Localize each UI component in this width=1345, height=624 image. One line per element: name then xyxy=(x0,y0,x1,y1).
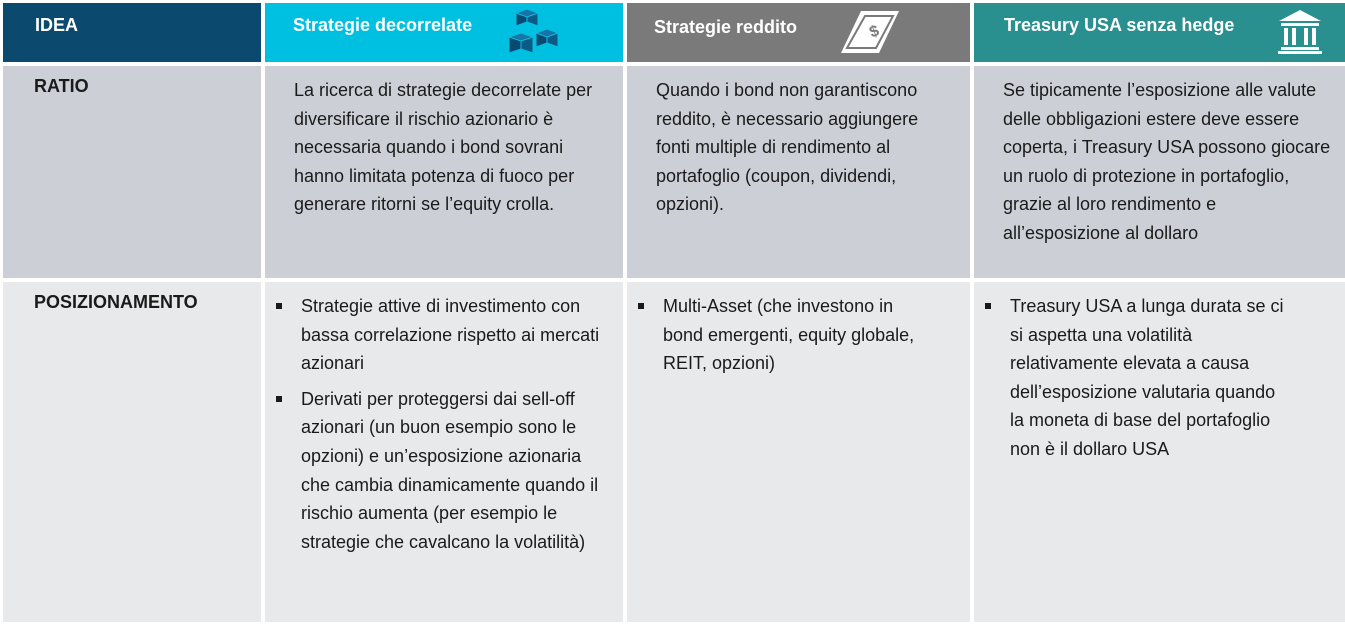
posizionamento-label: POSIZIONAMENTO xyxy=(34,292,198,312)
posizionamento-col3-list xyxy=(974,282,1345,464)
header-col3-label: Treasury USA senza hedge xyxy=(1004,15,1235,35)
ratio-col1-cell xyxy=(265,66,623,278)
ratio-col1-text: La ricerca di strategie decorrelate per diversificare il rischio azionario è necessaria quando i bond sovrani hanno limitata potenza di fuoco per generare ritorni se l’equity crolla. xyxy=(294,80,593,215)
posizionamento-col1-list xyxy=(265,282,623,556)
header-treasury-usa xyxy=(974,3,1345,62)
header-idea-label: IDEA xyxy=(35,15,79,35)
posizionamento-col3-cell xyxy=(974,282,1345,622)
ratio-col3-text: Se tipicamente l’esposizione alle valute delle obbligazioni estere deve essere coperta, i Treasury USA possono giocare un ruolo di protezione in portafoglio, grazie al loro rendimento e all’esposizione al dollaro xyxy=(1003,80,1331,243)
bank-building-icon xyxy=(1278,9,1322,55)
posizionamento-col2-list xyxy=(627,282,970,378)
row-label-ratio xyxy=(3,66,261,278)
list-item: Strategie attive di investimento con bassa correlazione rispetto ai mercati azionari xyxy=(275,292,611,378)
posizionamento-col1-cell xyxy=(265,282,623,622)
ratio-col2-text: Quando i bond non garantiscono reddito, è necessario aggiungere fonti multiple di rendimento al portafoglio (coupon, dividendi, opzioni). xyxy=(656,80,919,215)
ratio-col3-cell xyxy=(974,66,1345,278)
ratio-label: RATIO xyxy=(34,76,89,96)
row-label-posizionamento xyxy=(3,282,261,622)
header-idea xyxy=(3,3,261,62)
ratio-col2-cell xyxy=(627,66,970,278)
list-item: Derivati per proteggersi dai sell-off azionari (un buon esempio sono le opzioni) e un’esposizione azionaria che cambia dinamicamente quando il rischio aumenta (per esempio le strategie che cavalcano la volatilità) xyxy=(275,385,611,557)
header-col1-label: Strategie decorrelate xyxy=(293,15,473,35)
cubes-icon xyxy=(509,7,561,59)
list-item: Multi-Asset (che investono in bond emergenti, equity globale, REIT, opzioni) xyxy=(637,292,934,378)
list-item: Treasury USA a lunga durata se ci si aspetta una volatilità relativamente elevata a causa dell’esposizione valutaria quando la moneta di base del portafoglio non è il dollaro USA xyxy=(984,292,1293,464)
svg-text:$: $ xyxy=(867,22,882,42)
header-strategie-decorrelate xyxy=(265,3,623,62)
header-col2-label: Strategie reddito xyxy=(654,17,798,37)
posizionamento-col2-cell xyxy=(627,282,970,622)
dollar-banknote-icon xyxy=(839,9,901,55)
header-strategie-reddito xyxy=(627,3,970,62)
